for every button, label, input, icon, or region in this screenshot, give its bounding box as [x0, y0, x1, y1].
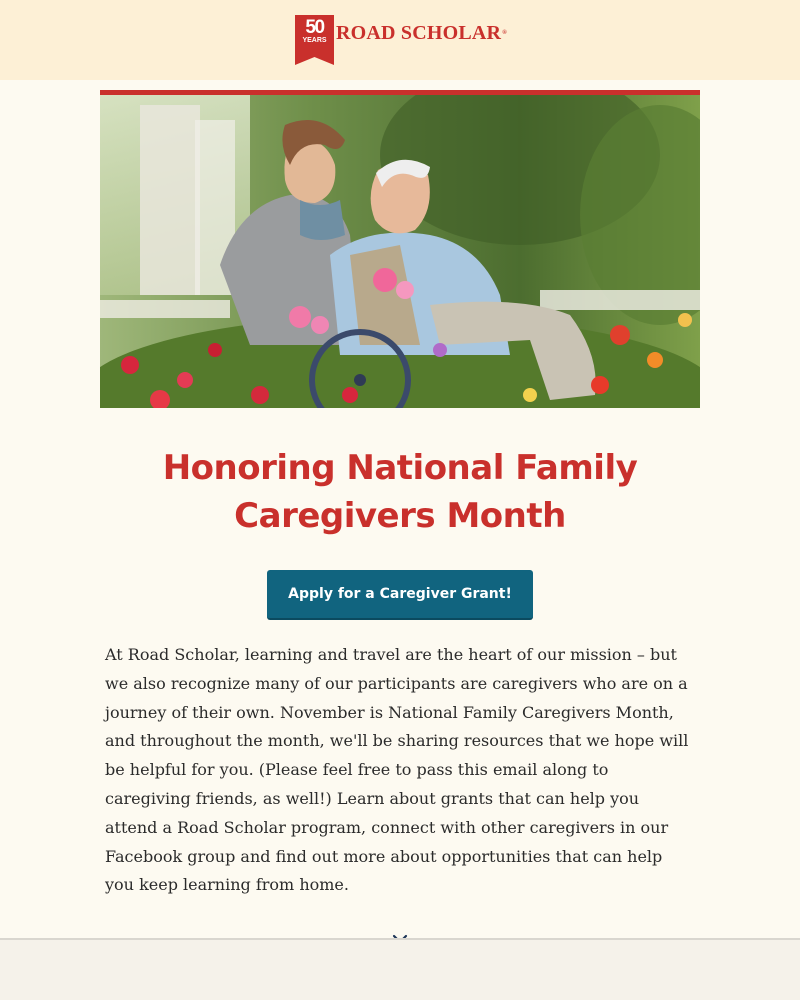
email-content: [100, 90, 700, 950]
headline: Honoring National Family Caregivers Month: [162, 448, 638, 536]
hero-image: [100, 95, 700, 408]
wordmark-text: ROAD SCHOLAR: [336, 22, 502, 44]
logo-wordmark: [336, 23, 507, 43]
road-scholar-logo[interactable]: [295, 15, 507, 65]
caregiver-photo-icon: [100, 95, 700, 408]
email-header: [0, 0, 800, 80]
badge-years: YEARS: [302, 37, 327, 44]
badge-number: 50: [305, 17, 324, 38]
cta-container: [100, 570, 700, 620]
footer-band: [0, 938, 800, 1000]
body-paragraph: At Road Scholar, learning and travel are the heart of our mission – but we also recognize many of our participants are caregivers who are on a journey of their own. November is National Family Caregivers Month, and throughout the month, we'll be sharing resources that we hope will be helpful for you. (Please feel free to pass this email along to caregiving friends, as well!) Learn about grants that can help you attend a Road Scholar program, connect with other caregivers in our Facebook group and find out more about opportunities that can help you keep learning from home.: [105, 645, 689, 895]
apply-caregiver-grant-button[interactable]: Apply for a Caregiver Grant!: [267, 570, 533, 620]
fifty-years-badge: [295, 15, 334, 65]
registered-mark: ®: [502, 30, 507, 36]
